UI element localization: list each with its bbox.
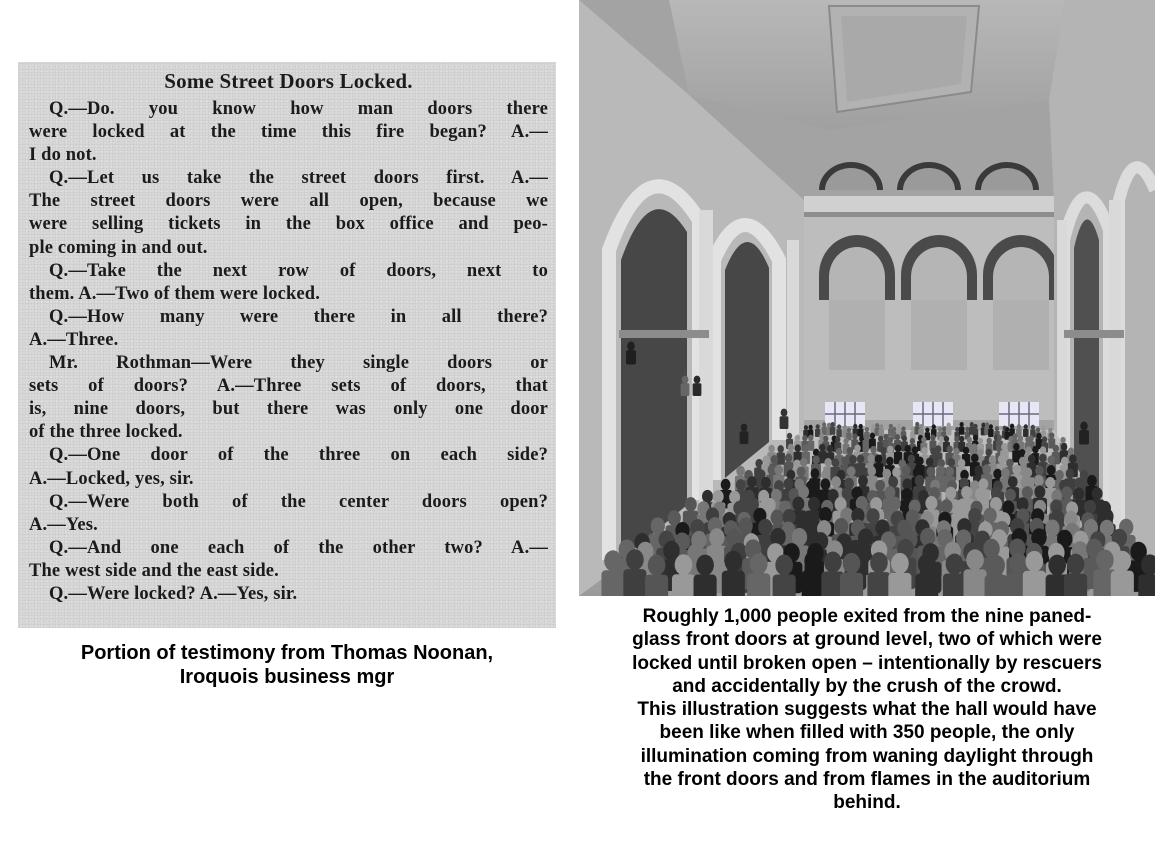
person-silhouette: [802, 551, 825, 596]
testimony-line: A.—Three.: [29, 329, 119, 350]
testimony-line: Q.—Were locked? A.—Yes, sir.: [49, 583, 298, 604]
testimony-line: Q.—How many were there in all there?: [49, 306, 548, 327]
caption-line: Portion of testimony from Thomas Noonan,: [80, 642, 494, 664]
person-silhouette: [1079, 422, 1089, 445]
testimony-line: The street doors were all open, because we: [29, 191, 548, 212]
person-silhouette: [1111, 551, 1134, 596]
back-arches: [819, 235, 1059, 370]
person-silhouette: [601, 550, 624, 596]
person-silhouette: [988, 424, 994, 437]
caption-line: Roughly 1,000 people exited from the nine paned-: [642, 606, 1092, 627]
testimony-text: [29, 98, 548, 606]
person-silhouette: [1064, 554, 1087, 596]
person-silhouette: [867, 552, 890, 596]
front-doors: [825, 402, 1039, 426]
newspaper-clipping: [18, 62, 556, 628]
testimony-line: them. A.—Two of them were locked.: [29, 283, 320, 304]
testimony-line: A.—Yes.: [29, 514, 98, 535]
person-silhouette: [858, 424, 864, 437]
testimony-line: Q.—One door of the three on each side?: [49, 445, 548, 466]
person-silhouette: [681, 376, 690, 396]
person-silhouette: [836, 424, 842, 437]
grand-foyer-drawing: [579, 0, 1155, 596]
testimony-line: sets of doors? A.—Three sets of doors, that: [29, 376, 548, 397]
testimony-line: were locked at the time this fire began? A.—: [29, 122, 548, 143]
caption-line: behind.: [833, 792, 901, 814]
clipping-headline: Some Street Doors Locked.: [164, 69, 413, 93]
right-caption: [579, 605, 1155, 815]
caption-line: locked until broken open – intentionally by rescuers: [632, 652, 1102, 674]
person-silhouette: [722, 551, 745, 596]
testimony-line: A.—Locked, yes, sir.: [29, 468, 194, 489]
person-silhouette: [747, 553, 770, 596]
person-silhouette: [888, 553, 911, 596]
caption-line: glass front doors at ground level, two of which were: [632, 629, 1102, 651]
person-silhouette: [740, 424, 749, 444]
person-silhouette: [946, 423, 952, 436]
person-silhouette: [959, 422, 965, 435]
upper-lunettes: [819, 162, 1039, 190]
person-silhouette: [1023, 551, 1046, 596]
person-silhouette: [776, 445, 784, 465]
testimony-line: were selling tickets in the box office and peo-: [29, 214, 548, 235]
person-silhouette: [780, 409, 789, 429]
testimony-line: Q.—And one each of the other two? A.—: [49, 537, 548, 558]
person-silhouette: [963, 549, 986, 596]
testimony-line: Mr. Rothman—Were they single doors or: [49, 353, 548, 374]
testimony-line: Q.—Were both of the center doors open?: [49, 491, 548, 512]
testimony-line: The west side and the east side.: [29, 560, 279, 581]
testimony-line: Q.—Do. you know how man doors there: [49, 99, 548, 119]
person-silhouette: [840, 553, 863, 596]
testimony-line: ple coming in and out.: [29, 237, 208, 258]
person-silhouette: [626, 342, 636, 365]
testimony-line: Q.—Take the next row of doors, next to: [49, 260, 548, 281]
testimony-line: I do not.: [29, 145, 97, 166]
person-silhouette: [879, 424, 885, 437]
person-silhouette: [1023, 424, 1029, 437]
caption-line: the front doors and from flames in the auditorium: [643, 769, 1091, 791]
testimony-line: is, nine doors, but there was only one door: [29, 399, 548, 420]
left-caption: [18, 641, 556, 689]
caption-line: Iroquois business mgr: [179, 666, 395, 688]
testimony-line: of the three locked.: [29, 422, 183, 443]
person-silhouette: [693, 376, 702, 396]
caption-line: This illustration suggests what the hall would have: [637, 699, 1097, 721]
caption-line: illumination coming from waning daylight through: [640, 745, 1094, 767]
person-silhouette: [830, 422, 836, 435]
testimony-line: Q.—Let us take the street doors first. A.—: [49, 168, 548, 189]
person-silhouette: [623, 549, 646, 596]
person-silhouette: [915, 554, 938, 596]
person-silhouette: [943, 554, 966, 596]
person-silhouette: [821, 422, 827, 435]
caption-line: been like when filled with 350 people, the only: [659, 722, 1075, 744]
lobby-illustration: [579, 0, 1155, 596]
caption-line: and accidentally by the crush of the crowd.: [672, 675, 1062, 697]
